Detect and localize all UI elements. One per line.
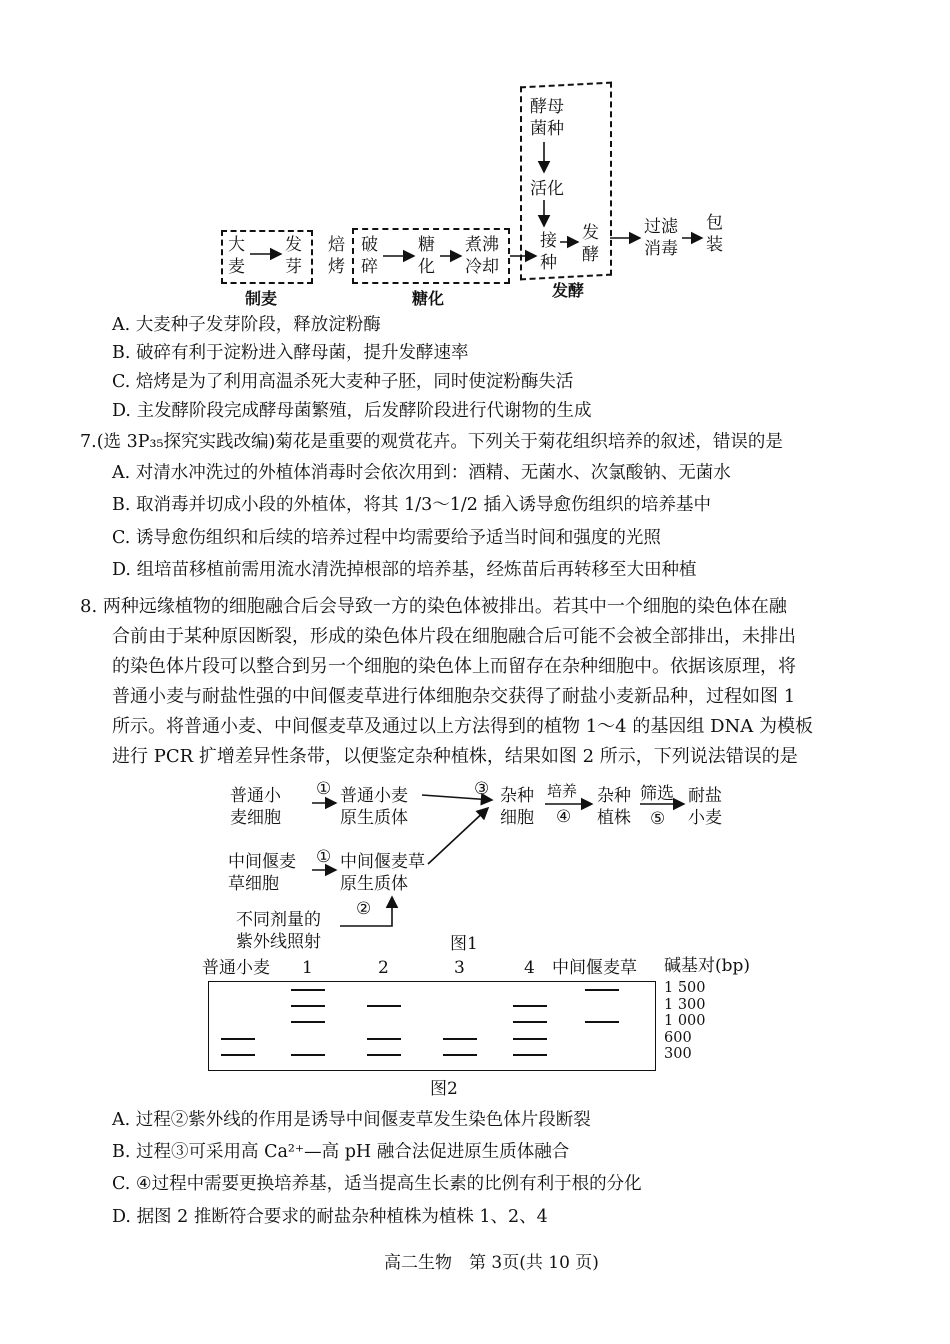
lane-label-1: 1 bbox=[302, 958, 313, 978]
step-sacch-2: 化 bbox=[418, 257, 435, 277]
step-roast-1: 焙 bbox=[328, 235, 345, 255]
hybrid-plant-1: 杂种 bbox=[597, 786, 631, 806]
step-sacch-1: 糖 bbox=[418, 235, 435, 255]
grass-cell-2: 草细胞 bbox=[228, 874, 279, 894]
step-filter-1: 过滤 bbox=[644, 217, 678, 237]
step-2: ② bbox=[356, 899, 372, 919]
lane-label-3: 3 bbox=[454, 958, 465, 978]
q7-option-a: A. 对清水冲洗过的外植体消毒时会依次用到：酒精、无菌水、次氯酸钠、无菌水 bbox=[112, 463, 731, 483]
wheat-cell-2: 麦细胞 bbox=[230, 808, 281, 828]
step-pack-2: 装 bbox=[706, 235, 723, 255]
step-4: ④ bbox=[556, 807, 572, 827]
hybrid-cell-2: 细胞 bbox=[500, 808, 534, 828]
wheat-proto-2: 原生质体 bbox=[340, 808, 408, 828]
marker-1500: 1 500 bbox=[664, 980, 706, 996]
step-crush-2: 碎 bbox=[361, 257, 378, 277]
q8-option-d: D. 据图 2 推断符合要求的耐盐杂种植株为植株 1、2、4 bbox=[112, 1207, 548, 1227]
uv-1: 不同剂量的 bbox=[236, 910, 321, 930]
step-sprout-1: 发 bbox=[285, 235, 302, 255]
marker-300: 300 bbox=[664, 1046, 692, 1062]
lane-label-wheat: 普通小麦 bbox=[202, 958, 270, 978]
step-sprout-2: 芽 bbox=[285, 257, 302, 277]
screen-label: 筛选 bbox=[640, 784, 674, 804]
q8-option-c: C. ④过程中需要更换培养基，适当提高生长素的比例有利于根的分化 bbox=[112, 1174, 642, 1194]
culture-label: 培养 bbox=[547, 782, 578, 800]
step-barley-2: 麦 bbox=[228, 257, 245, 277]
step-crush-1: 破 bbox=[361, 235, 378, 255]
wheat-cell-1: 普通小 bbox=[230, 786, 281, 806]
q6-option-d: D. 主发酵阶段完成酵母菌繁殖，后发酵阶段进行代谢物的生成 bbox=[112, 401, 592, 421]
figure-1-caption: 图1 bbox=[450, 934, 478, 954]
marker-1300: 1 300 bbox=[664, 996, 706, 1013]
step-inoculate-2: 种 bbox=[540, 253, 557, 273]
marker-600: 600 bbox=[664, 1029, 692, 1046]
step-1-bottom: ① bbox=[316, 847, 332, 867]
q6-option-c: C. 焙烤是为了利用高温杀死大麦种子胚，同时使淀粉酶失活 bbox=[112, 372, 574, 392]
step-5: ⑤ bbox=[650, 809, 666, 829]
step-ferment-1: 发 bbox=[582, 223, 599, 243]
fermentation-label: 发酵 bbox=[552, 281, 585, 300]
step-boil-2: 冷却 bbox=[465, 257, 499, 277]
wheat-proto-1: 普通小麦 bbox=[340, 786, 408, 806]
figure-2-caption: 图2 bbox=[430, 1079, 458, 1099]
lane-label-grass: 中间偃麦草 bbox=[552, 958, 637, 978]
q7-option-d: D. 组培苗移植前需用流水清洗掉根部的培养基，经炼苗后再转移至大田种植 bbox=[112, 560, 697, 580]
grass-proto-2: 原生质体 bbox=[340, 874, 408, 894]
q8-stem-line-3: 的染色体片段可以整合到另一个细胞的染色体上而留存在杂种细胞中。依据该原理，将 bbox=[112, 656, 796, 677]
step-roast-2: 烤 bbox=[328, 257, 345, 277]
q8-stem-line-5: 所示。将普通小麦、中间偃麦草及通过以上方法得到的植物 1～4 的基因组 DNA 为模板 bbox=[112, 716, 813, 737]
q6-option-a: A. 大麦种子发芽阶段，释放淀粉酶 bbox=[112, 315, 381, 335]
step-3: ③ bbox=[474, 779, 490, 799]
step-filter-2: 消毒 bbox=[644, 239, 678, 259]
bp-header: 碱基对(bp) bbox=[664, 956, 751, 976]
step-activate: 活化 bbox=[530, 179, 564, 199]
q8-stem-line-2: 合前由于某种原因断裂，形成的染色体片段在细胞融合后可能不会被全部排出，未排出 bbox=[112, 626, 796, 647]
q8-stem-line-6: 进行 PCR 扩增差异性条带，以便鉴定杂种植株，结果如图 2 所示，下列说法错误的是 bbox=[112, 746, 798, 767]
step-inoculate-1: 接 bbox=[540, 231, 557, 251]
malting-label: 制麦 bbox=[245, 289, 278, 308]
lane-label-2: 2 bbox=[378, 958, 389, 978]
q6-option-b: B. 破碎有利于淀粉进入酵母菌，提升发酵速率 bbox=[112, 343, 469, 363]
step-boil-1: 煮沸 bbox=[465, 235, 499, 255]
q7-option-c: C. 诱导愈伤组织和后续的培养过程中均需要给予适当时间和强度的光照 bbox=[112, 528, 661, 548]
salt-wheat-2: 小麦 bbox=[688, 808, 722, 828]
q8-stem-line-4: 普通小麦与耐盐性强的中间偃麦草进行体细胞杂交获得了耐盐小麦新品种，过程如图 1 bbox=[112, 686, 796, 707]
step-yeast-2: 菌种 bbox=[530, 119, 564, 139]
salt-wheat-1: 耐盐 bbox=[688, 786, 722, 806]
hybrid-cell-1: 杂种 bbox=[500, 786, 534, 806]
marker-1000: 1 000 bbox=[664, 1013, 706, 1029]
q8-option-b: B. 过程③可采用高 Ca²⁺—高 pH 融合法促进原生质体融合 bbox=[112, 1142, 570, 1162]
step-barley-1: 大 bbox=[228, 235, 245, 255]
step-ferment-2: 酵 bbox=[582, 245, 599, 265]
saccharification-label: 糖化 bbox=[412, 289, 445, 308]
q7-option-b: B. 取消毒并切成小段的外植体，将其 1/3～1/2 插入诱导愈伤组织的培养基中 bbox=[112, 495, 711, 515]
grass-cell-1: 中间偃麦 bbox=[228, 852, 296, 872]
grass-proto-1: 中间偃麦草 bbox=[340, 852, 425, 872]
hybrid-plant-2: 植株 bbox=[597, 808, 631, 828]
uv-2: 紫外线照射 bbox=[236, 932, 321, 952]
q8-stem-line-1: 8. 两种远缘植物的细胞融合后会导致一方的染色体被排出。若其中一个细胞的染色体在融 bbox=[80, 596, 787, 617]
step-pack-1: 包 bbox=[706, 213, 723, 233]
page-footer: 高二生物 第 3页(共 10 页) bbox=[384, 1253, 599, 1273]
q8-option-a: A. 过程②紫外线的作用是诱导中间偃麦草发生染色体片段断裂 bbox=[112, 1110, 591, 1130]
step-yeast-1: 酵母 bbox=[530, 97, 564, 117]
lane-label-4: 4 bbox=[524, 958, 535, 978]
step-1-top: ① bbox=[316, 779, 332, 799]
q7-stem: 7.(选 3P₃₅探究实践改编)菊花是重要的观赏花卉。下列关于菊花组织培养的叙述，错误的是 bbox=[80, 432, 783, 452]
